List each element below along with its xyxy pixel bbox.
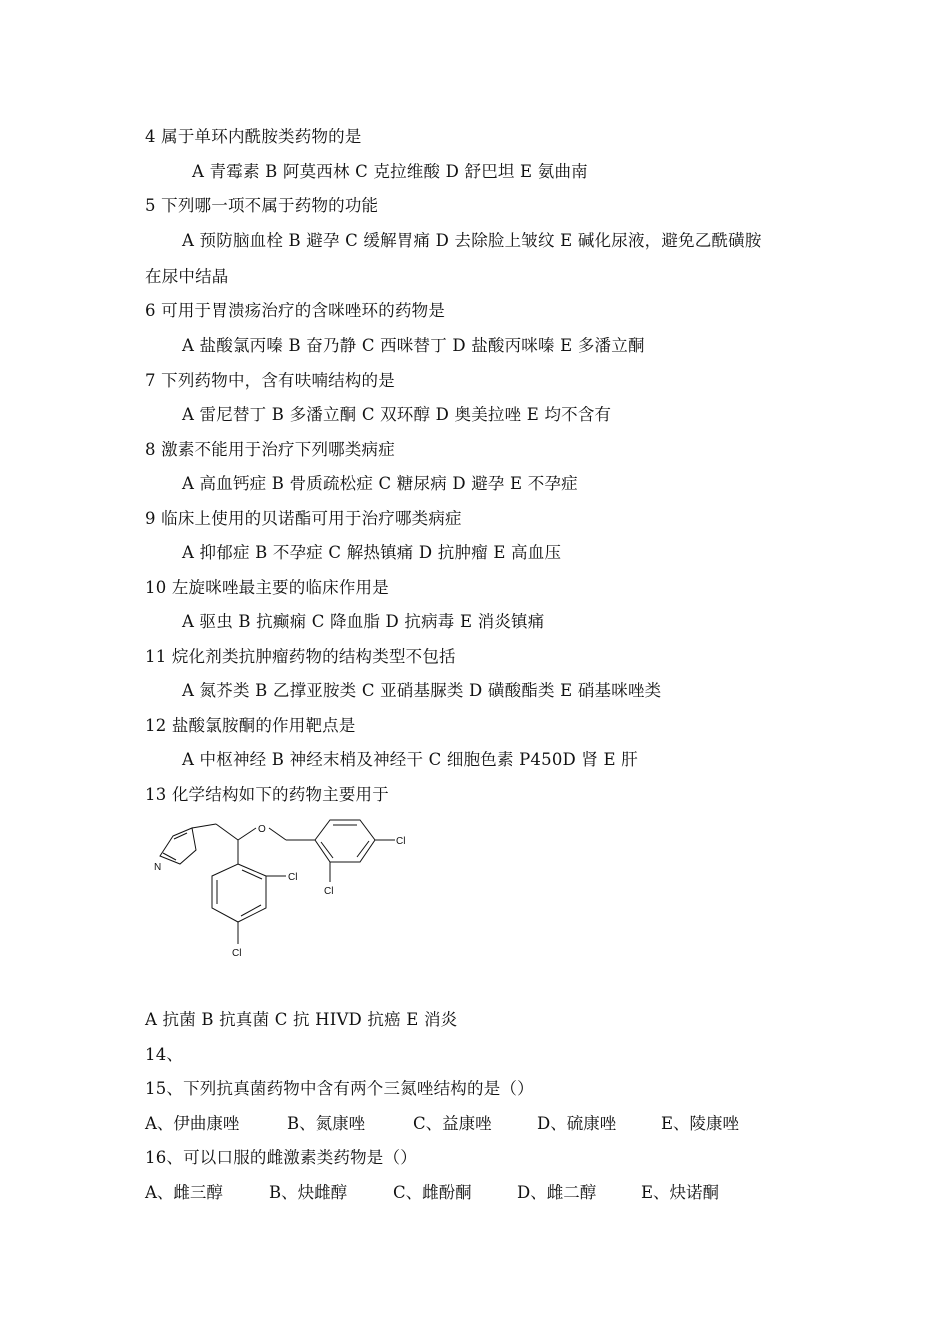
question-8-options: A 高血钙症 B 骨质疏松症 C 糖尿病 D 避孕 E 不孕症 <box>182 474 578 493</box>
question-7-options: A 雷尼替丁 B 多潘立酮 C 双环醇 D 奥美拉唑 E 均不含有 <box>182 405 612 424</box>
question-5-options-continued: 在尿中结晶 <box>145 267 229 286</box>
option-d: D、硫康唑 <box>537 1114 617 1133</box>
question-13-stem: 13 化学结构如下的药物主要用于 <box>145 785 389 804</box>
question-16-stem: 16、可以口服的雌激素类药物是（） <box>145 1148 417 1167</box>
question-10-options: A 驱虫 B 抗癫痫 C 降血脂 D 抗病毒 E 消炎镇痛 <box>182 612 545 631</box>
question-12-stem: 12 盐酸氯胺酮的作用靶点是 <box>145 716 356 735</box>
nitrogen-label: N <box>154 862 162 873</box>
question-4-stem: 4 属于单环内酰胺类药物的是 <box>145 127 362 146</box>
question-11-stem: 11 烷化剂类抗肿瘤药物的结构类型不包括 <box>145 647 456 666</box>
chlorine-label-4: Cl <box>232 948 242 959</box>
benzyl-ring <box>315 820 375 862</box>
question-11-options: A 氮芥类 B 乙撑亚胺类 C 亚硝基脲类 D 磺酸酯类 E 硝基咪唑类 <box>182 681 662 700</box>
option-a: A、雌三醇 <box>145 1183 223 1202</box>
question-5-options: A 预防脑血栓 B 避孕 C 缓解胃痛 D 去除脸上皱纹 E 碱化尿液，避免乙酰磺胺 <box>182 231 762 250</box>
question-6-stem: 6 可用于胃溃疡治疗的含咪唑环的药物是 <box>145 301 446 320</box>
option-b: B、氮康唑 <box>287 1114 366 1133</box>
question-9-options: A 抑郁症 B 不孕症 C 解热镇痛 D 抗肿瘤 E 高血压 <box>182 543 562 562</box>
question-14-stem: 14、 <box>145 1045 184 1064</box>
oxygen-label: O <box>258 824 266 835</box>
option-b: B、炔雌醇 <box>269 1183 348 1202</box>
question-6-options: A 盐酸氯丙嗪 B 奋乃静 C 西咪替丁 D 盐酸丙咪嗪 E 多潘立酮 <box>182 336 645 355</box>
question-4-options: A 青霉素 B 阿莫西林 C 克拉维酸 D 舒巴坦 E 氨曲南 <box>192 162 588 181</box>
option-e: E、炔诺酮 <box>641 1183 720 1202</box>
question-8-stem: 8 激素不能用于治疗下列哪类病症 <box>145 440 395 459</box>
question-7-stem: 7 下列药物中，含有呋喃结构的是 <box>145 371 395 390</box>
option-a: A、伊曲康唑 <box>145 1114 240 1133</box>
question-10-stem: 10 左旋咪唑最主要的临床作用是 <box>145 578 389 597</box>
option-d: D、雌二醇 <box>517 1183 597 1202</box>
phenyl-ring <box>212 864 266 922</box>
question-9-stem: 9 临床上使用的贝诺酯可用于治疗哪类病症 <box>145 509 462 528</box>
imidazole-ring <box>160 828 196 864</box>
chlorine-label-3: Cl <box>288 872 298 883</box>
chlorine-label-1: Cl <box>396 836 406 847</box>
question-12-options: A 中枢神经 B 神经末梢及神经干 C 细胞色素 P450D 肾 E 肝 <box>182 750 638 769</box>
option-c: C、雌酚酮 <box>393 1183 472 1202</box>
option-c: C、益康唑 <box>413 1114 492 1133</box>
chlorine-label-2: Cl <box>324 886 334 897</box>
option-e: E、陵康唑 <box>661 1114 740 1133</box>
question-15-stem: 15、下列抗真菌药物中含有两个三氮唑结构的是（） <box>145 1079 534 1098</box>
question-13-options: A 抗菌 B 抗真菌 C 抗 HIVD 抗癌 E 消炎 <box>145 1010 458 1029</box>
chemical-structure-diagram <box>140 812 440 962</box>
question-5-stem: 5 下列哪一项不属于药物的功能 <box>145 196 379 215</box>
